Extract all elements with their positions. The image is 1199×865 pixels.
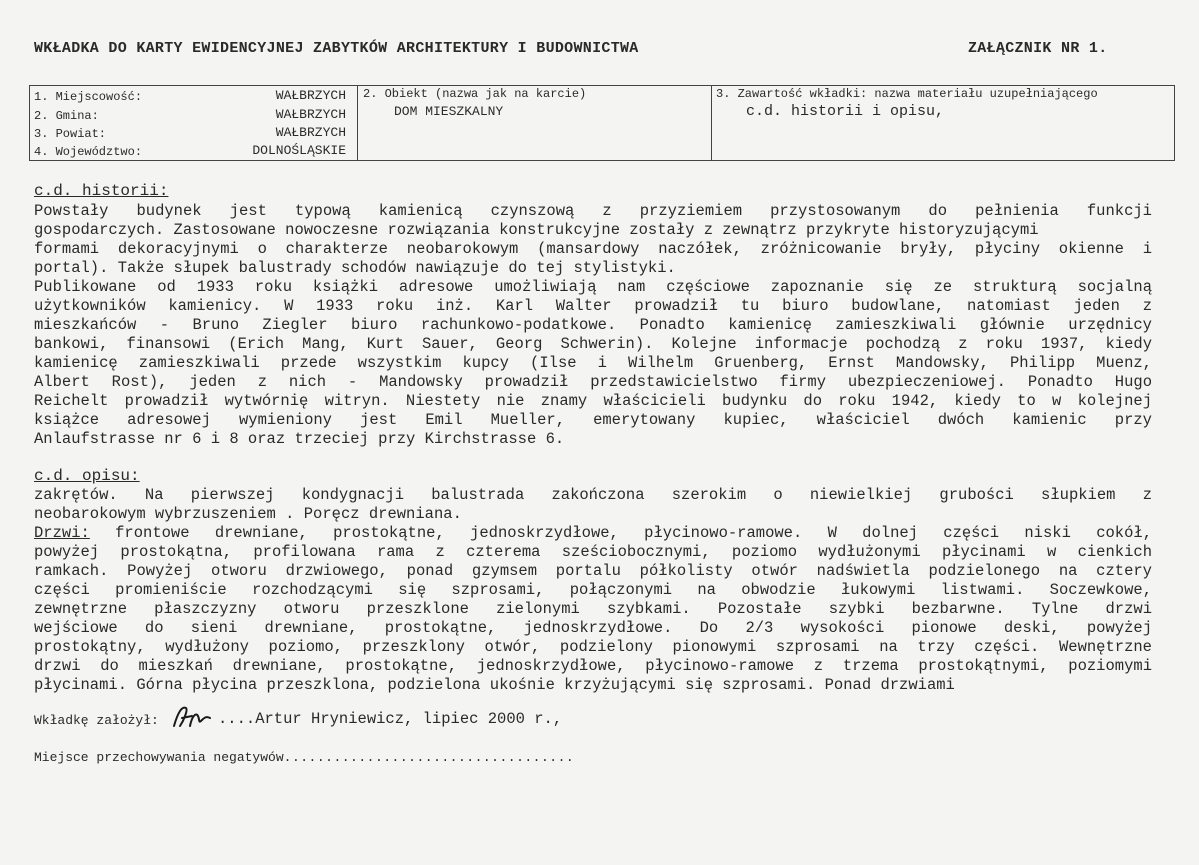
- location-label-2: 2. Gmina:: [34, 109, 99, 123]
- description-title: c.d. opisu:: [34, 467, 140, 485]
- location-label-1: 1. Miejscowość:: [34, 90, 143, 104]
- object-value: DOM MIESZKALNY: [394, 104, 504, 119]
- history-line: Reichelt prowadził wytwórnię witryn. Niestety nie znamy właścicieli budynku do roku 1942, kiedy to w kolejnej: [34, 392, 1152, 410]
- history-line: mieszkańców - Bruno Ziegler biuro rachunkowo-podatkowe. Ponadto kamienicę zamieszkiwali głównie urzędnicy: [34, 316, 1152, 334]
- location-value-1: WAŁBRZYCH: [275, 88, 346, 103]
- location-value-4: DOLNOŚLĄSKIE: [252, 143, 346, 158]
- contents-value: c.d. historii i opisu,: [746, 103, 945, 120]
- attachment-number: ZAŁĄCZNIK NR 1.: [968, 40, 1108, 57]
- location-label-3: 3. Powiat:: [34, 127, 107, 141]
- history-line: formami dekoracyjnymi o charakterze neobarokowym (mansardowy naczółek, zróżnicowanie bryły, płyciny okienne i: [34, 240, 1152, 258]
- doors-label: Drzwi:: [34, 524, 90, 542]
- history-line: gospodarczych. Zastosowane nowoczesne rozwiązania konstrukcyjne zostały z zewnątrz przykryte historyzującymi: [34, 221, 1039, 239]
- description-line: zakrętów. Na pierwszej kondygnacji balustrada zakończona szerokim o niewielkiej grubości słupkiem z: [34, 486, 1152, 504]
- history-line: bankowi, finansowi (Erich Mang, Kurt Sauer, Georg Schwerin). Kolejne informacje pochodzą z roku 1937, kiedy: [34, 335, 1152, 353]
- history-line: portal). Także słupek balustrady schodów nawiązuje do tej stylistyki.: [34, 259, 676, 277]
- history-line: książce adresowej wymieniony jest Emil Mueller, emerytowany kupiec, właściciel dwóch kamienic przy: [34, 411, 1152, 429]
- history-line: Publikowane od 1933 roku książki adresowe umożliwiają nam częściowe zapoznanie się ze strukturą socjalną: [34, 278, 1152, 296]
- description-line: zewnętrzne płaszczyzny otworu przeszklone zielonymi szybkami. Pozostałe szybki bezbarwne. Tylne drzwi: [34, 600, 1152, 618]
- location-value-2: WAŁBRZYCH: [275, 107, 346, 122]
- history-line: Albert Rost), jeden z nich - Mandowsky prowadził przedstawicielstwo firmy ubezpieczeniowej. Ponadto Hugo: [34, 373, 1152, 391]
- signature-image: [170, 702, 218, 732]
- description-line: ramkach. Powyżej otworu drzwiowego, ponad gzymsem portalu półkolisty otwór nadświetla podzielonego na cztery: [34, 562, 1152, 580]
- description-line: płycinami. Górna płycina przeszklona, podzielona ukośnie krzyżującymi się szprosami. Ponad drzwiami: [34, 676, 955, 694]
- description-line: prostokątny, wydłużony poziomo, przeszklony otwór, podzielony pionowymi szprosami na trzy części. Wewnętrzne: [34, 638, 1152, 656]
- author-value: ....Artur Hryniewicz, lipiec 2000 r.,: [218, 710, 563, 728]
- document-title: WKŁADKA DO KARTY EWIDENCYJNEJ ZABYTKÓW ARCHITEKTURY I BUDOWNICTWA: [34, 40, 639, 57]
- contents-label: 3. Zawartość wkładki: nazwa materiału uzupełniającego: [716, 87, 1098, 101]
- history-line: Powstały budynek jest typową kamienicą czynszową z przyziemiem przystosowanym do pełnienia funkcji: [34, 202, 1152, 220]
- object-label: 2. Obiekt (nazwa jak na karcie): [363, 87, 587, 101]
- description-line: neobarokowym wybrzuszeniem . Poręcz drewniana.: [34, 505, 462, 523]
- description-line: części promieniście rozchodzącymi się szprosami, połączonymi na obwodzie łukowymi listwami. Soczewkowe,: [34, 581, 1152, 599]
- negatives-dots: ...................................: [283, 750, 575, 765]
- history-line: Anlaufstrasse nr 6 i 8 oraz trzeciej przy Kirchstrasse 6.: [34, 430, 565, 448]
- description-text: [34, 486, 1152, 695]
- history-title: c.d. historii:: [34, 182, 169, 200]
- doors-line: [34, 524, 1152, 543]
- table-divider-1: [357, 86, 358, 160]
- history-line: użytkowników kamienicy. W 1933 roku inż. Karl Walter prowadził tu biuro budowlane, natomiast jeden z: [34, 297, 1152, 315]
- author-label: Wkładkę założył:: [34, 713, 159, 728]
- info-table: [29, 85, 1175, 161]
- history-line: kamienicę zamieszkiwali przede wszystkim kupcy (Ilse i Wilhelm Gruenberg, Ernst Mandowsky, Philipp Muenz,: [34, 354, 1152, 372]
- doors-text: frontowe drewniane, prostokątne, jednoskrzydłowe, płycinowo-ramowe. W dolnej części niski cokół,: [89, 524, 1152, 542]
- history-text: [34, 202, 1152, 449]
- description-line: drzwi do mieszkań drewniane, prostokątne, jednoskrzydłowe, płycinowo-ramowe z trzema prostokątnymi, poziomymi: [34, 657, 1152, 675]
- negatives-location: [34, 750, 574, 765]
- location-value-3: WAŁBRZYCH: [275, 125, 346, 140]
- description-line: wejściowe do sieni drewniane, prostokątne, jednoskrzydłowe. Do 2/3 wysokości pionowe deski, powyżej: [34, 619, 1152, 637]
- description-line: powyżej prostokątna, profilowana rama z czterema sześciobocznymi, poziomo wydłużonymi płycinami w cienkich: [34, 543, 1152, 561]
- negatives-label: Miejsce przechowywania negatywów: [34, 750, 284, 765]
- table-divider-2: [711, 86, 712, 160]
- location-label-4: 4. Województwo:: [34, 145, 143, 159]
